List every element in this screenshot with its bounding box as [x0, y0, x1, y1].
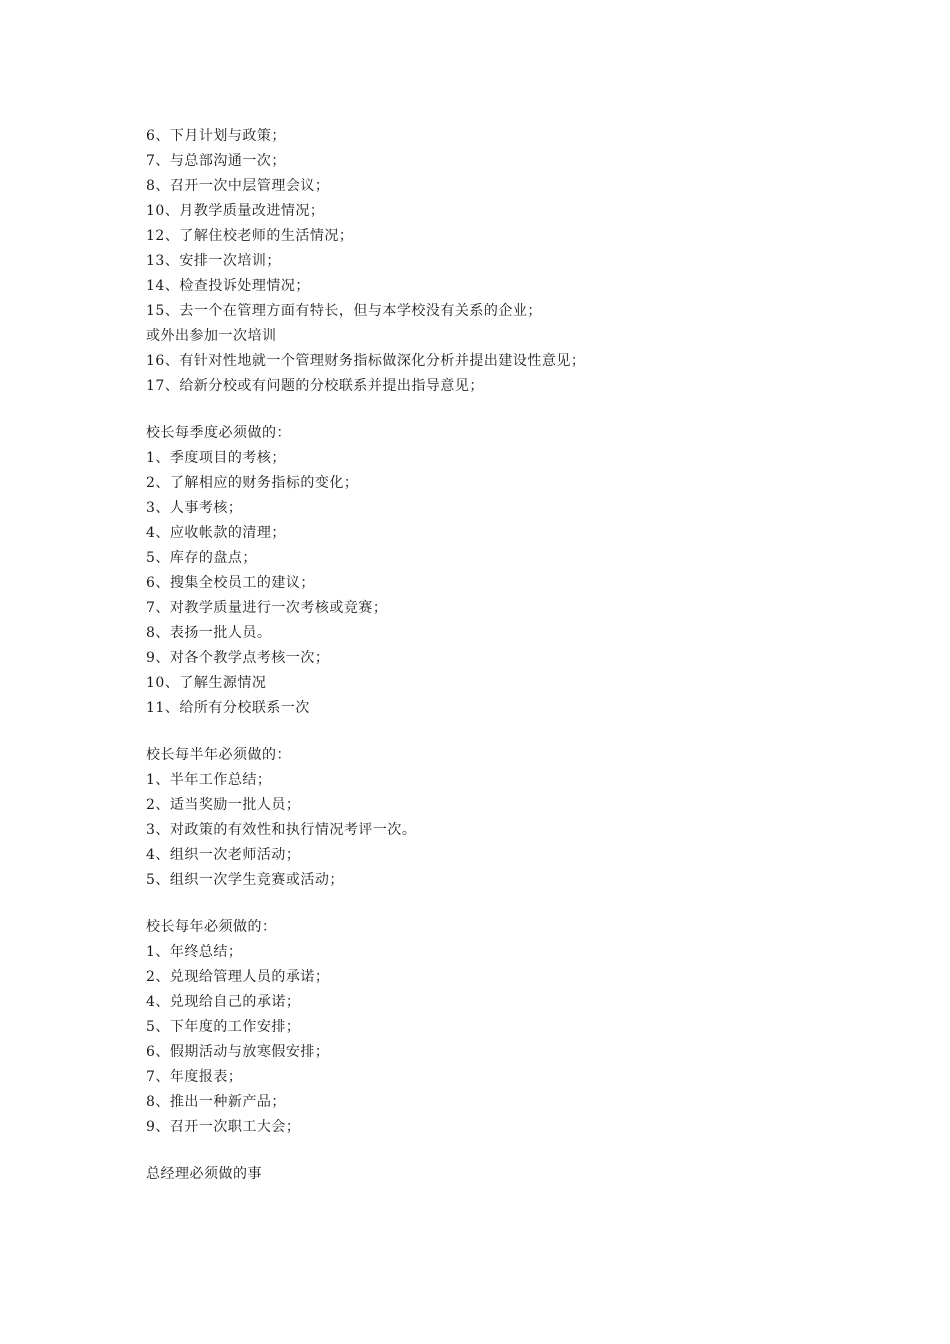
list-item-continuation: 或外出参加一次培训 [146, 328, 277, 344]
list-item: 7、年度报表； [146, 1069, 243, 1085]
list-item: 10、了解生源情况 [146, 675, 267, 691]
list-item: 17、给新分校或有问题的分校联系并提出指导意见； [146, 378, 484, 394]
half-year-section [146, 743, 866, 893]
section-heading-yearly: 校长每年必须做的： [146, 919, 277, 935]
list-item: 1、季度项目的考核； [146, 450, 286, 466]
list-item: 8、表扬一批人员。 [146, 625, 272, 641]
list-item: 9、召开一次职工大会； [146, 1119, 301, 1135]
section-heading-half-year: 校长每半年必须做的： [146, 747, 291, 763]
list-item: 7、对教学质量进行一次考核或竞赛； [146, 600, 388, 616]
next-section [146, 1162, 866, 1187]
list-item: 13、安排一次培训； [146, 253, 281, 269]
list-item: 4、组织一次老师活动； [146, 847, 301, 863]
list-item: 12、了解住校老师的生活情况； [146, 228, 354, 244]
list-item: 5、下年度的工作安排； [146, 1019, 301, 1035]
list-item: 3、对政策的有效性和执行情况考评一次。 [146, 822, 417, 838]
list-item: 6、下月计划与政策； [146, 128, 286, 144]
list-item: 10、月教学质量改进情况； [146, 203, 325, 219]
list-item: 14、检查投诉处理情况； [146, 278, 310, 294]
quarterly-section [146, 421, 866, 721]
section-heading-general-manager: 总经理必须做的事 [146, 1166, 262, 1182]
list-item: 2、兑现给管理人员的承诺； [146, 969, 330, 985]
document-body [146, 124, 866, 1187]
list-item: 8、召开一次中层管理会议； [146, 178, 330, 194]
list-item: 2、了解相应的财务指标的变化； [146, 475, 359, 491]
list-item: 6、假期活动与放寒假安排； [146, 1044, 330, 1060]
list-item: 8、推出一种新产品； [146, 1094, 286, 1110]
list-item: 7、与总部沟通一次； [146, 153, 286, 169]
list-item: 2、适当奖励一批人员； [146, 797, 301, 813]
list-item: 1、半年工作总结； [146, 772, 272, 788]
list-item: 5、库存的盘点； [146, 550, 257, 566]
section-gap [146, 721, 866, 743]
monthly-list [146, 124, 866, 399]
section-heading-quarterly: 校长每季度必须做的： [146, 425, 291, 441]
list-item: 9、对各个教学点考核一次； [146, 650, 330, 666]
list-item: 15、去一个在管理方面有特长，但与本学校没有关系的企业； [146, 303, 542, 319]
list-item: 11、给所有分校联系一次 [146, 700, 310, 716]
section-gap [146, 1140, 866, 1162]
section-gap [146, 399, 866, 421]
list-item: 1、年终总结； [146, 944, 243, 960]
section-gap [146, 893, 866, 915]
list-item: 16、有针对性地就一个管理财务指标做深化分析并提出建设性意见； [146, 353, 586, 369]
list-item: 5、组织一次学生竞赛或活动； [146, 872, 344, 888]
list-item: 6、搜集全校员工的建议； [146, 575, 315, 591]
yearly-section [146, 915, 866, 1140]
list-item: 4、兑现给自己的承诺； [146, 994, 301, 1010]
list-item: 4、应收帐款的清理； [146, 525, 286, 541]
list-item: 3、人事考核； [146, 500, 243, 516]
